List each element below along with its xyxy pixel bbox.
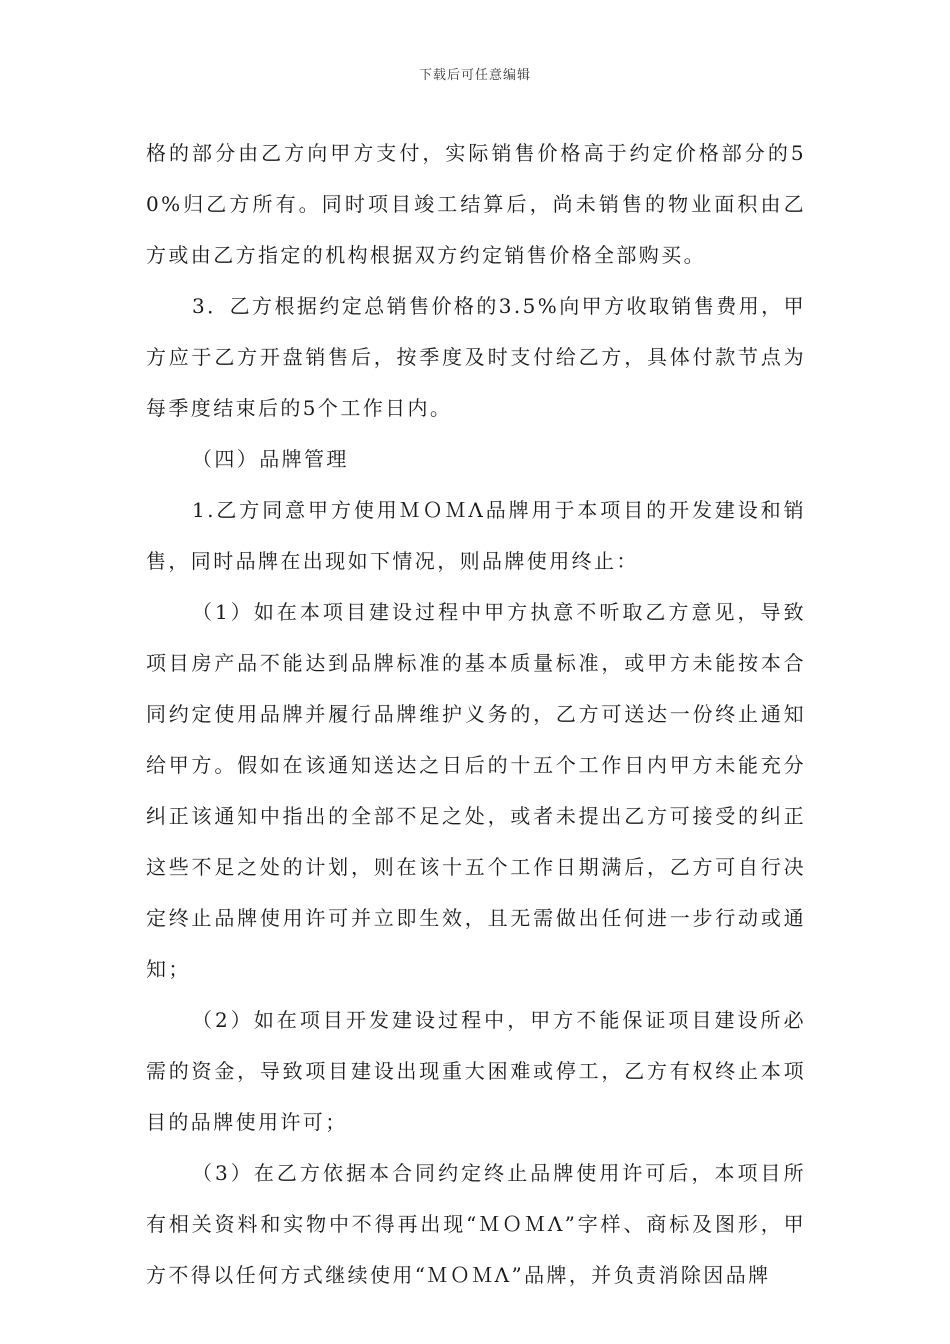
section-heading-brand-management: （四）品牌管理 <box>192 447 349 471</box>
paragraph-clause-1: 1.乙方同意甲方使用ＭＯＭΛ品牌用于本项目的开发建设和销售，同时品牌在出现如下情况，则品牌使用终止： <box>146 498 806 573</box>
paragraph-subclause-1: （1）如在本项目建设过程中甲方执意不听取乙方意见，导致项目房产品不能达到品牌标准的基本质量标准，或甲方未能按本合同约定使用品牌并履行品牌维护义务的，乙方可送达一份终止通知给甲方。假如在该通知送达之日后的十五个工作日内甲方未能充分纠正该通知中指出的全部不足之处，或者未提出乙方可接受的纠正这些不足之处的计划，则在该十五个工作日期满后，乙方可自行决定终止品牌使用许可并立即生效，且无需做出任何进一步行动或通知； <box>146 600 806 981</box>
document-body <box>146 128 806 1301</box>
paragraph-clause-3: 3．乙方根据约定总销售价格的3.5%向甲方收取销售费用，甲方应于乙方开盘销售后，按季度及时支付给乙方，具体付款节点为每季度结束后的5个工作日内。 <box>146 294 806 420</box>
paragraph-subclause-2: （2）如在项目开发建设过程中，甲方不能保证项目建设所必需的资金，导致项目建设出现重大困难或停工，乙方有权终止本项目的品牌使用许可； <box>146 1008 806 1134</box>
paragraph-continued: 格的部分由乙方向甲方支付，实际销售价格高于约定价格部分的50%归乙方所有。同时项目竣工结算后，尚未销售的物业面积由乙方或由乙方指定的机构根据双方约定销售价格全部购买。 <box>146 141 806 267</box>
page-header: 下载后可任意编辑 <box>418 68 531 83</box>
paragraph-subclause-3: （3）在乙方依据本合同约定终止品牌使用许可后，本项目所有相关资料和实物中不得再出现“ＭＯＭΛ”字样、商标及图形，甲方不得以任何方式继续使用“ＭＯＭΛ”品牌，并负责消除因品牌 <box>146 1161 806 1287</box>
